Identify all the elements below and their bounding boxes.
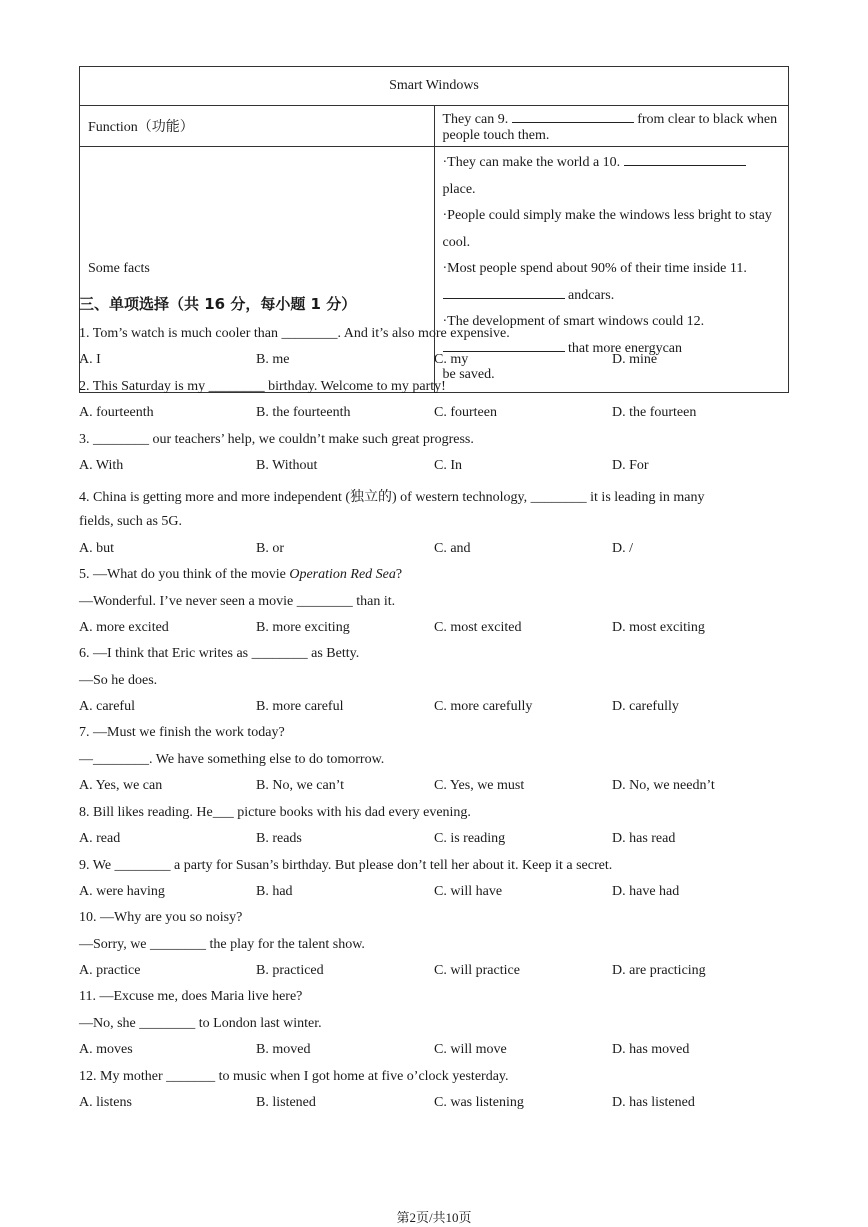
question-8-stem: 8. Bill likes reading. He___ picture books with his dad every evening. (79, 805, 471, 820)
question-7-stem: 7. —Must we finish the work today? (79, 725, 285, 740)
question-12-options (79, 1095, 789, 1115)
function-text-pre: They can 9. (442, 112, 509, 127)
question-5-stem (79, 567, 402, 583)
fact-4-post: that more energycan (568, 340, 683, 356)
question-5-reply: —Wonderful. I’ve never seen a movie ________ than it. (79, 594, 396, 609)
option-a[interactable]: A. Yes, we can (79, 778, 163, 793)
fact-3 (443, 256, 781, 309)
question-7-options (79, 778, 789, 798)
question-11-options (79, 1042, 789, 1062)
question-5-options (79, 620, 789, 640)
option-c[interactable]: C. more carefully (434, 699, 533, 714)
facts-label: Some facts (80, 147, 435, 393)
option-b[interactable]: B. more careful (256, 699, 344, 714)
option-b[interactable]: B. moved (256, 1042, 311, 1057)
fact-4-pre: ·The development of smart windows could 12. (442, 314, 705, 329)
function-label: Function（功能） (80, 106, 435, 147)
section-heading: 三、单项选择（共 16 分，每小题 1 分） (79, 295, 357, 313)
option-c[interactable]: C. and (434, 541, 471, 556)
question-2-stem: 2. This Saturday is my ________ birthday. Welcome to my party! (79, 379, 446, 394)
question-6-options (79, 699, 789, 719)
fact-2: ·People could simply make the windows less bright to stay cool. (442, 208, 772, 250)
option-b[interactable]: B. reads (256, 831, 302, 846)
option-a[interactable]: A. moves (79, 1042, 133, 1057)
question-4-stem-continued: fields, such as 5G. (79, 514, 183, 529)
option-a[interactable]: A. fourteenth (79, 405, 154, 420)
option-c[interactable]: C. In (434, 458, 462, 473)
option-b[interactable]: B. me (256, 352, 290, 367)
question-7-reply: —________. We have something else to do tomorrow. (79, 752, 385, 767)
option-c[interactable]: C. is reading (434, 831, 506, 846)
option-d[interactable]: D. No, we needn’t (612, 778, 715, 793)
option-a[interactable]: A. practice (79, 963, 141, 978)
option-c[interactable]: C. was listening (434, 1095, 524, 1110)
option-b[interactable]: B. listened (256, 1095, 316, 1110)
page-number: 第2页/共10页 (396, 1210, 472, 1225)
option-a[interactable]: A. I (79, 352, 101, 367)
question-1-options (79, 352, 789, 372)
option-d[interactable]: D. the fourteen (612, 405, 697, 420)
question-2-options (79, 405, 789, 425)
question-11-reply: —No, she ________ to London last winter. (79, 1016, 322, 1031)
question-10-reply: —Sorry, we ________ the play for the talent show. (79, 937, 365, 952)
fact-1-pre: ·They can make the world a 10. (442, 155, 621, 170)
option-b[interactable]: B. Without (256, 458, 318, 473)
option-a[interactable]: A. With (79, 458, 124, 473)
smart-windows-table (79, 66, 789, 393)
question-10-options (79, 963, 789, 983)
fact-1 (443, 150, 781, 203)
option-c[interactable]: C. my (434, 352, 469, 367)
table-title: Smart Windows (80, 67, 789, 106)
option-d[interactable]: D. has moved (612, 1042, 690, 1057)
option-d[interactable]: D. are practicing (612, 963, 706, 978)
question-6-stem: 6. —I think that Eric writes as ________ as Betty. (79, 646, 360, 661)
option-c[interactable]: C. will have (434, 884, 503, 899)
movie-title: Operation Red Sea (289, 567, 396, 582)
option-a[interactable]: A. read (79, 831, 121, 846)
option-b[interactable]: B. No, we can’t (256, 778, 344, 793)
question-6-reply: —So he does. (79, 673, 158, 688)
option-a[interactable]: A. careful (79, 699, 135, 714)
question-9-options (79, 884, 789, 904)
question-5-text: 5. —What do you think of the movie (79, 567, 290, 582)
option-c[interactable]: C. most excited (434, 620, 522, 635)
option-a[interactable]: A. listens (79, 1095, 132, 1110)
fact-3-pre: ·Most people spend about 90% of their time inside 11. (442, 261, 747, 276)
question-11-stem: 11. —Excuse me, does Maria live here? (79, 989, 303, 1004)
option-d[interactable]: D. most exciting (612, 620, 705, 635)
option-c[interactable]: C. Yes, we must (434, 778, 525, 793)
question-12-stem: 12. My mother _______ to music when I got home at five o’clock yesterday. (79, 1069, 509, 1084)
option-c[interactable]: C. will practice (434, 963, 520, 978)
fact-1-post: place. (442, 181, 476, 197)
answer-blank-11[interactable] (443, 284, 565, 299)
fact-4-continued: be saved. (442, 367, 495, 382)
question-mark: ? (395, 567, 403, 582)
option-d[interactable]: D. / (612, 541, 633, 556)
question-3-options (79, 458, 789, 478)
option-d[interactable]: D. has listened (612, 1095, 695, 1110)
question-8-options (79, 831, 789, 851)
question-4-options (79, 541, 789, 561)
function-content (434, 106, 789, 147)
option-a[interactable]: A. more excited (79, 620, 169, 635)
answer-blank-9[interactable] (512, 108, 634, 123)
option-d[interactable]: D. mine (612, 352, 658, 367)
option-a[interactable]: A. but (79, 541, 114, 556)
option-d[interactable]: D. For (612, 458, 649, 473)
option-d[interactable]: D. carefully (612, 699, 679, 714)
answer-blank-10[interactable] (624, 151, 746, 166)
option-d[interactable]: D. has read (612, 831, 676, 846)
option-b[interactable]: B. the fourteenth (256, 405, 351, 420)
option-b[interactable]: B. more exciting (256, 620, 350, 635)
option-a[interactable]: A. were having (79, 884, 165, 899)
option-b[interactable]: B. had (256, 884, 293, 899)
option-c[interactable]: C. will move (434, 1042, 507, 1057)
option-b[interactable]: B. or (256, 541, 284, 556)
question-10-stem: 10. —Why are you so noisy? (79, 910, 243, 925)
question-3-stem: 3. ________ our teachers’ help, we couldn’t make such great progress. (79, 432, 474, 447)
option-d[interactable]: D. have had (612, 884, 680, 899)
option-b[interactable]: B. practiced (256, 963, 324, 978)
question-1-stem: 1. Tom’s watch is much cooler than ________. And it’s also more expensive. (79, 326, 510, 341)
question-4-stem: 4. China is getting more and more independent (独立的) of western technology, ________ it is leading in many (79, 490, 705, 505)
function-text-post: from clear to black when people touch them. (442, 112, 778, 143)
option-c[interactable]: C. fourteen (434, 405, 497, 420)
question-9-stem: 9. We ________ a party for Susan’s birthday. But please don’t tell her about it. Keep it a secret. (79, 858, 613, 873)
fact-3-post: andcars. (568, 287, 615, 303)
